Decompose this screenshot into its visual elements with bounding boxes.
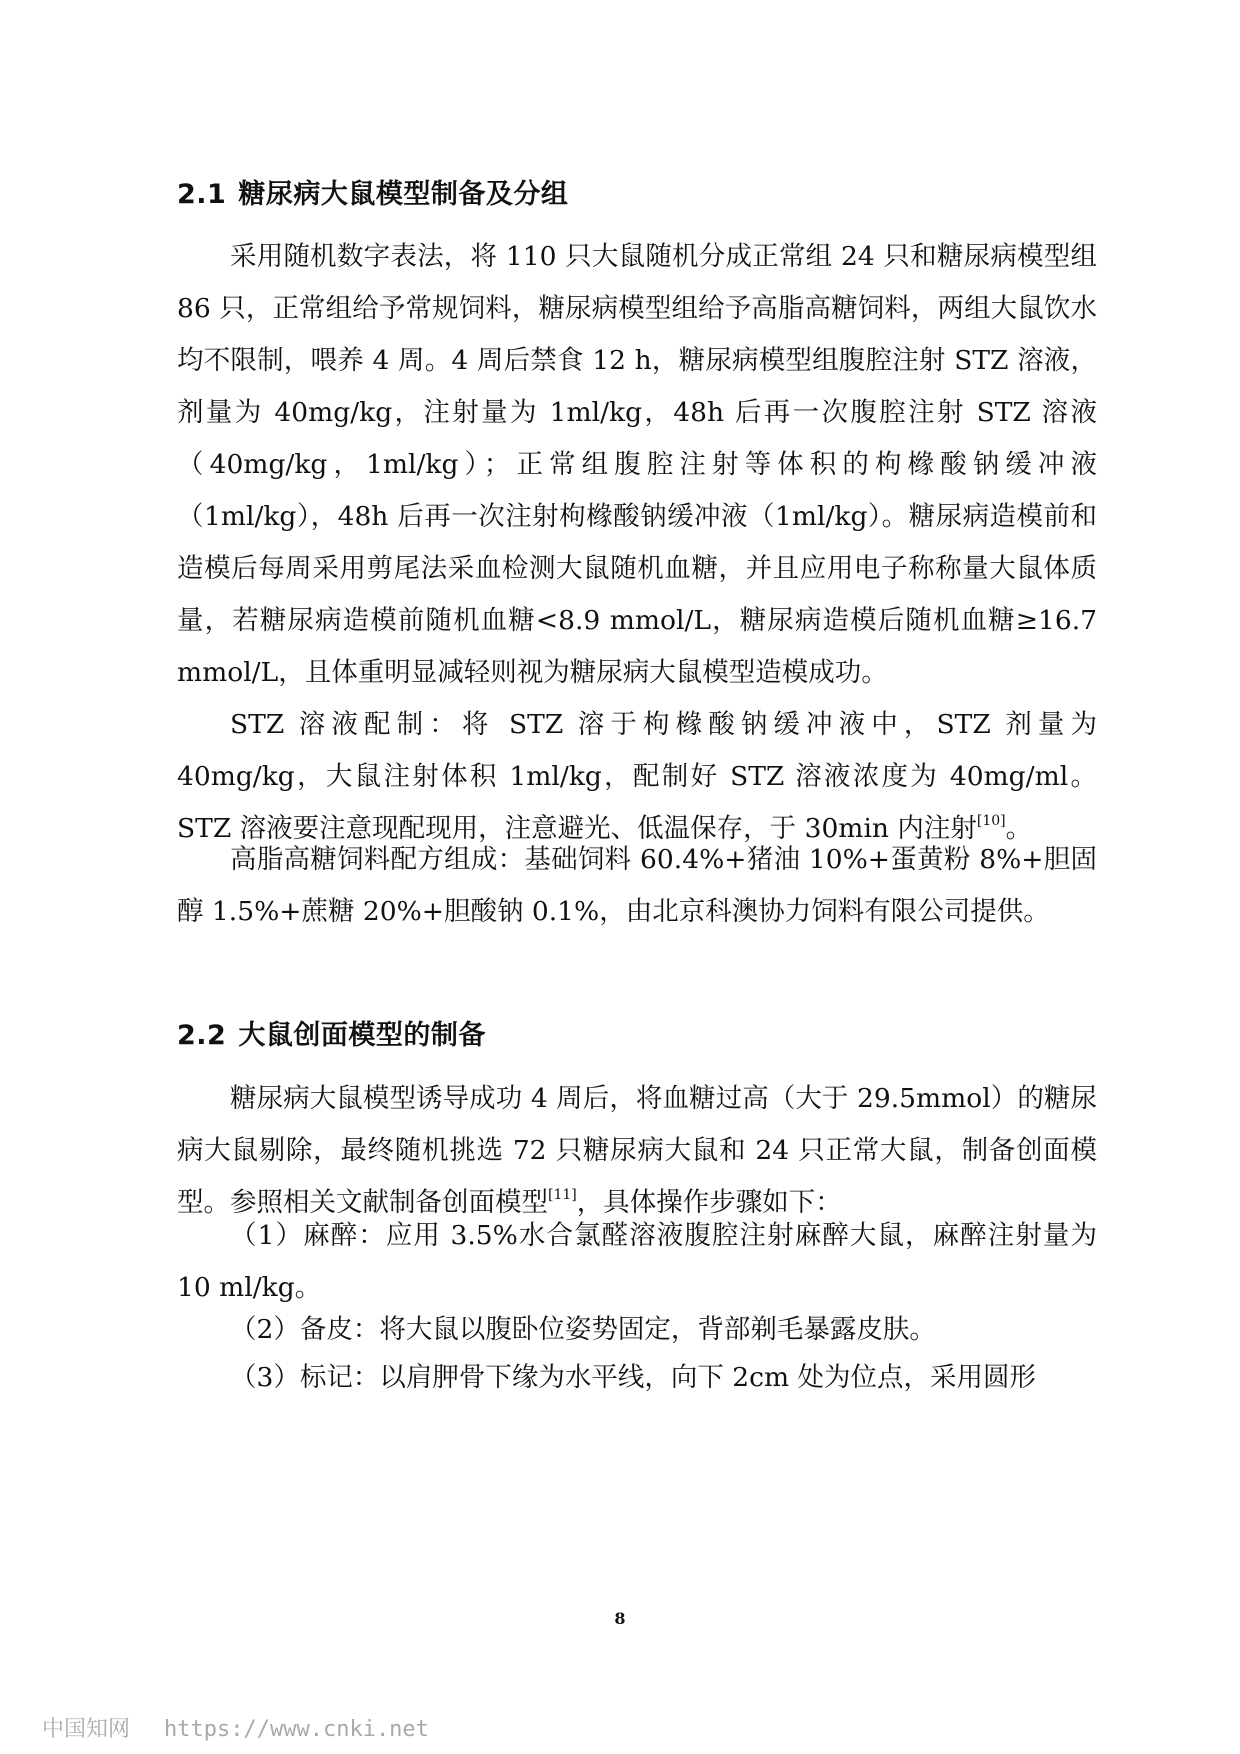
paragraph-text-tail: ，具体操作步骤如下： — [576, 1187, 842, 1218]
watermark-url: https://www.cnki.net — [164, 1717, 429, 1742]
section-title: 糖尿病大鼠模型制备及分组 — [238, 179, 569, 210]
paragraph-model-preparation: 采用随机数字表法，将 110 只大鼠随机分成正常组 24 只和糖尿病模型组 86 只，正常组给予常规饲料，糖尿病模型组给予高脂高糖饲料，两组大鼠饮水均不限制，喂养 4 周。4 周后禁食 12 h，糖尿病模型组腹腔注射 STZ 溶液，剂量为 40mg/kg，注射量为 1ml/kg，48h 后再一次腹腔注射 STZ 溶液（40mg/kg，1ml/kg）；正常组腹腔注射等体积的枸橼酸钠缓冲液（1ml/kg），48h 后再一次注射枸橼酸钠缓冲液（1ml/kg）。糖尿病造模前和造模后每周采用剪尾法采血检测大鼠随机血糖，并且应用电子称称量大鼠体质量，若糖尿病造模前随机血糖<8.9 mmol/L，糖尿病造模后随机血糖≥16.7 mmol/L，且体重明显减轻则视为糖尿病大鼠模型造模成功。 — [177, 241, 1097, 688]
page-number: 8 — [614, 1609, 626, 1628]
citation-reference: [10] — [976, 813, 1006, 829]
section-heading-2-2 — [177, 1013, 486, 1052]
paragraph-text: 糖尿病大鼠模型诱导成功 4 周后，将血糖过高（大于 29.5mmol）的糖尿病大鼠剔除，最终随机挑选 72 只糖尿病大鼠和 24 只正常大鼠，制备创面模型。参照相关文献制备创面模型 — [177, 1083, 1097, 1218]
section-title: 大鼠创面模型的制备 — [238, 1020, 486, 1051]
section-number: 2.2 — [177, 1020, 227, 1051]
section-number: 2.1 — [177, 179, 227, 210]
step-anesthesia: （1）麻醉：应用 3.5%水合氯醛溶液腹腔注射麻醉大鼠，麻醉注射量为 10 ml/kg。 — [177, 1220, 1097, 1303]
paragraph-stz-preparation — [177, 699, 1097, 855]
step-skin-preparation: （2）备皮：将大鼠以腹卧位姿势固定，背部剃毛暴露皮肤。 — [230, 1314, 936, 1345]
paragraph-text-tail: 。 — [1005, 813, 1033, 844]
citation-reference: [11] — [548, 1187, 577, 1203]
paragraph-feed-formula: 高脂高糖饲料配方组成：基础饲料 60.4%+猪油 10%+蛋黄粉 8%+胆固醇 1.5%+蔗糖 20%+胆酸钠 0.1%，由北京科澳协力饲料有限公司提供。 — [177, 844, 1097, 927]
watermark-logo-text: 中国知网 — [42, 1717, 131, 1742]
paragraph-wound-model-intro — [177, 1073, 1097, 1229]
paragraph-text: STZ 溶液配制：将 STZ 溶于枸橼酸钠缓冲液中，STZ 剂量为 40mg/kg，大鼠注射体积 1ml/kg，配制好 STZ 溶液浓度为 40mg/ml。STZ 溶液要注意现配现用，注意避光、低温保存，于 30min 内注射 — [177, 709, 1097, 844]
section-heading-2-1 — [177, 172, 568, 211]
watermark — [42, 1712, 429, 1743]
step-marking: （3）标记：以肩胛骨下缘为水平线，向下 2cm 处为位点，采用圆形 — [230, 1362, 1037, 1393]
